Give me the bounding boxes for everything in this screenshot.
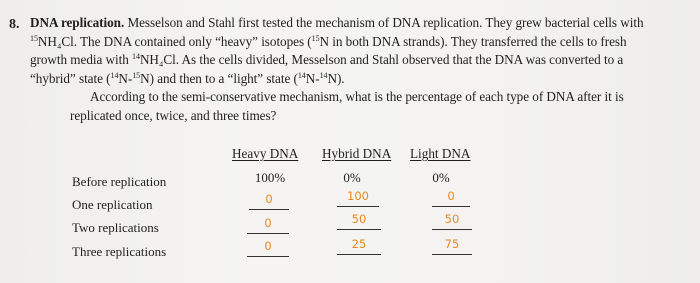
header-heavy-dna: Heavy DNA — [232, 146, 299, 161]
answer-one-light[interactable]: 0 — [432, 188, 470, 207]
answer-three-heavy[interactable]: 0 — [247, 238, 289, 257]
row-label-two: Two replications — [72, 220, 159, 235]
cell-before-heavy: 100% — [254, 170, 286, 185]
question-line-4: “hybrid” state ($^{14}$N-$^{15}$N) and then to a “light” state ($^{14}$N-$^{14}$N). — [30, 70, 345, 86]
question-number: 8. — [9, 17, 20, 32]
question-line-1: DNA replication. Messelson and Stahl first tested the mechanism of DNA replication. They grew bacterial cells with — [30, 15, 644, 30]
answer-one-hybrid[interactable]: 100 — [337, 188, 379, 207]
header-hybrid-dna: Hybrid DNA — [322, 146, 392, 161]
question-title: DNA replication. — [30, 15, 125, 30]
header-light-dna: Light DNA — [410, 146, 471, 161]
answer-two-heavy[interactable]: 0 — [247, 215, 289, 234]
row-label-three: Three replications — [72, 244, 167, 259]
question-line-2: $^{15}$NH₄Cl. The DNA contained only “heavy” isotopes ($^{15}$N in both DNA strands). They transferred the cells to fresh — [30, 33, 627, 49]
question-line-3: growth media with $^{14}$NH₄Cl. As the cells divided, Messelson and Stahl observed that the DNA was converted to a — [30, 52, 624, 67]
answer-one-heavy[interactable]: 0 — [249, 191, 289, 210]
row-label-one: One replication — [72, 197, 153, 212]
question-prompt-line-1: According to the semi-conservative mechanism, what is the percentage of each type of DNA after it is — [90, 89, 624, 104]
answer-two-hybrid[interactable]: 50 — [337, 211, 381, 230]
question-text — [30, 14, 690, 125]
question-prompt-line-2: replicated once, twice, and three times? — [70, 107, 277, 123]
answer-two-light[interactable]: 50 — [432, 211, 472, 230]
answer-three-hybrid[interactable]: 25 — [337, 236, 381, 255]
cell-before-hybrid: 0% — [343, 170, 361, 185]
row-label-before: Before replication — [72, 174, 167, 189]
answer-three-light[interactable]: 75 — [432, 236, 472, 255]
cell-before-light: 0% — [432, 170, 450, 185]
